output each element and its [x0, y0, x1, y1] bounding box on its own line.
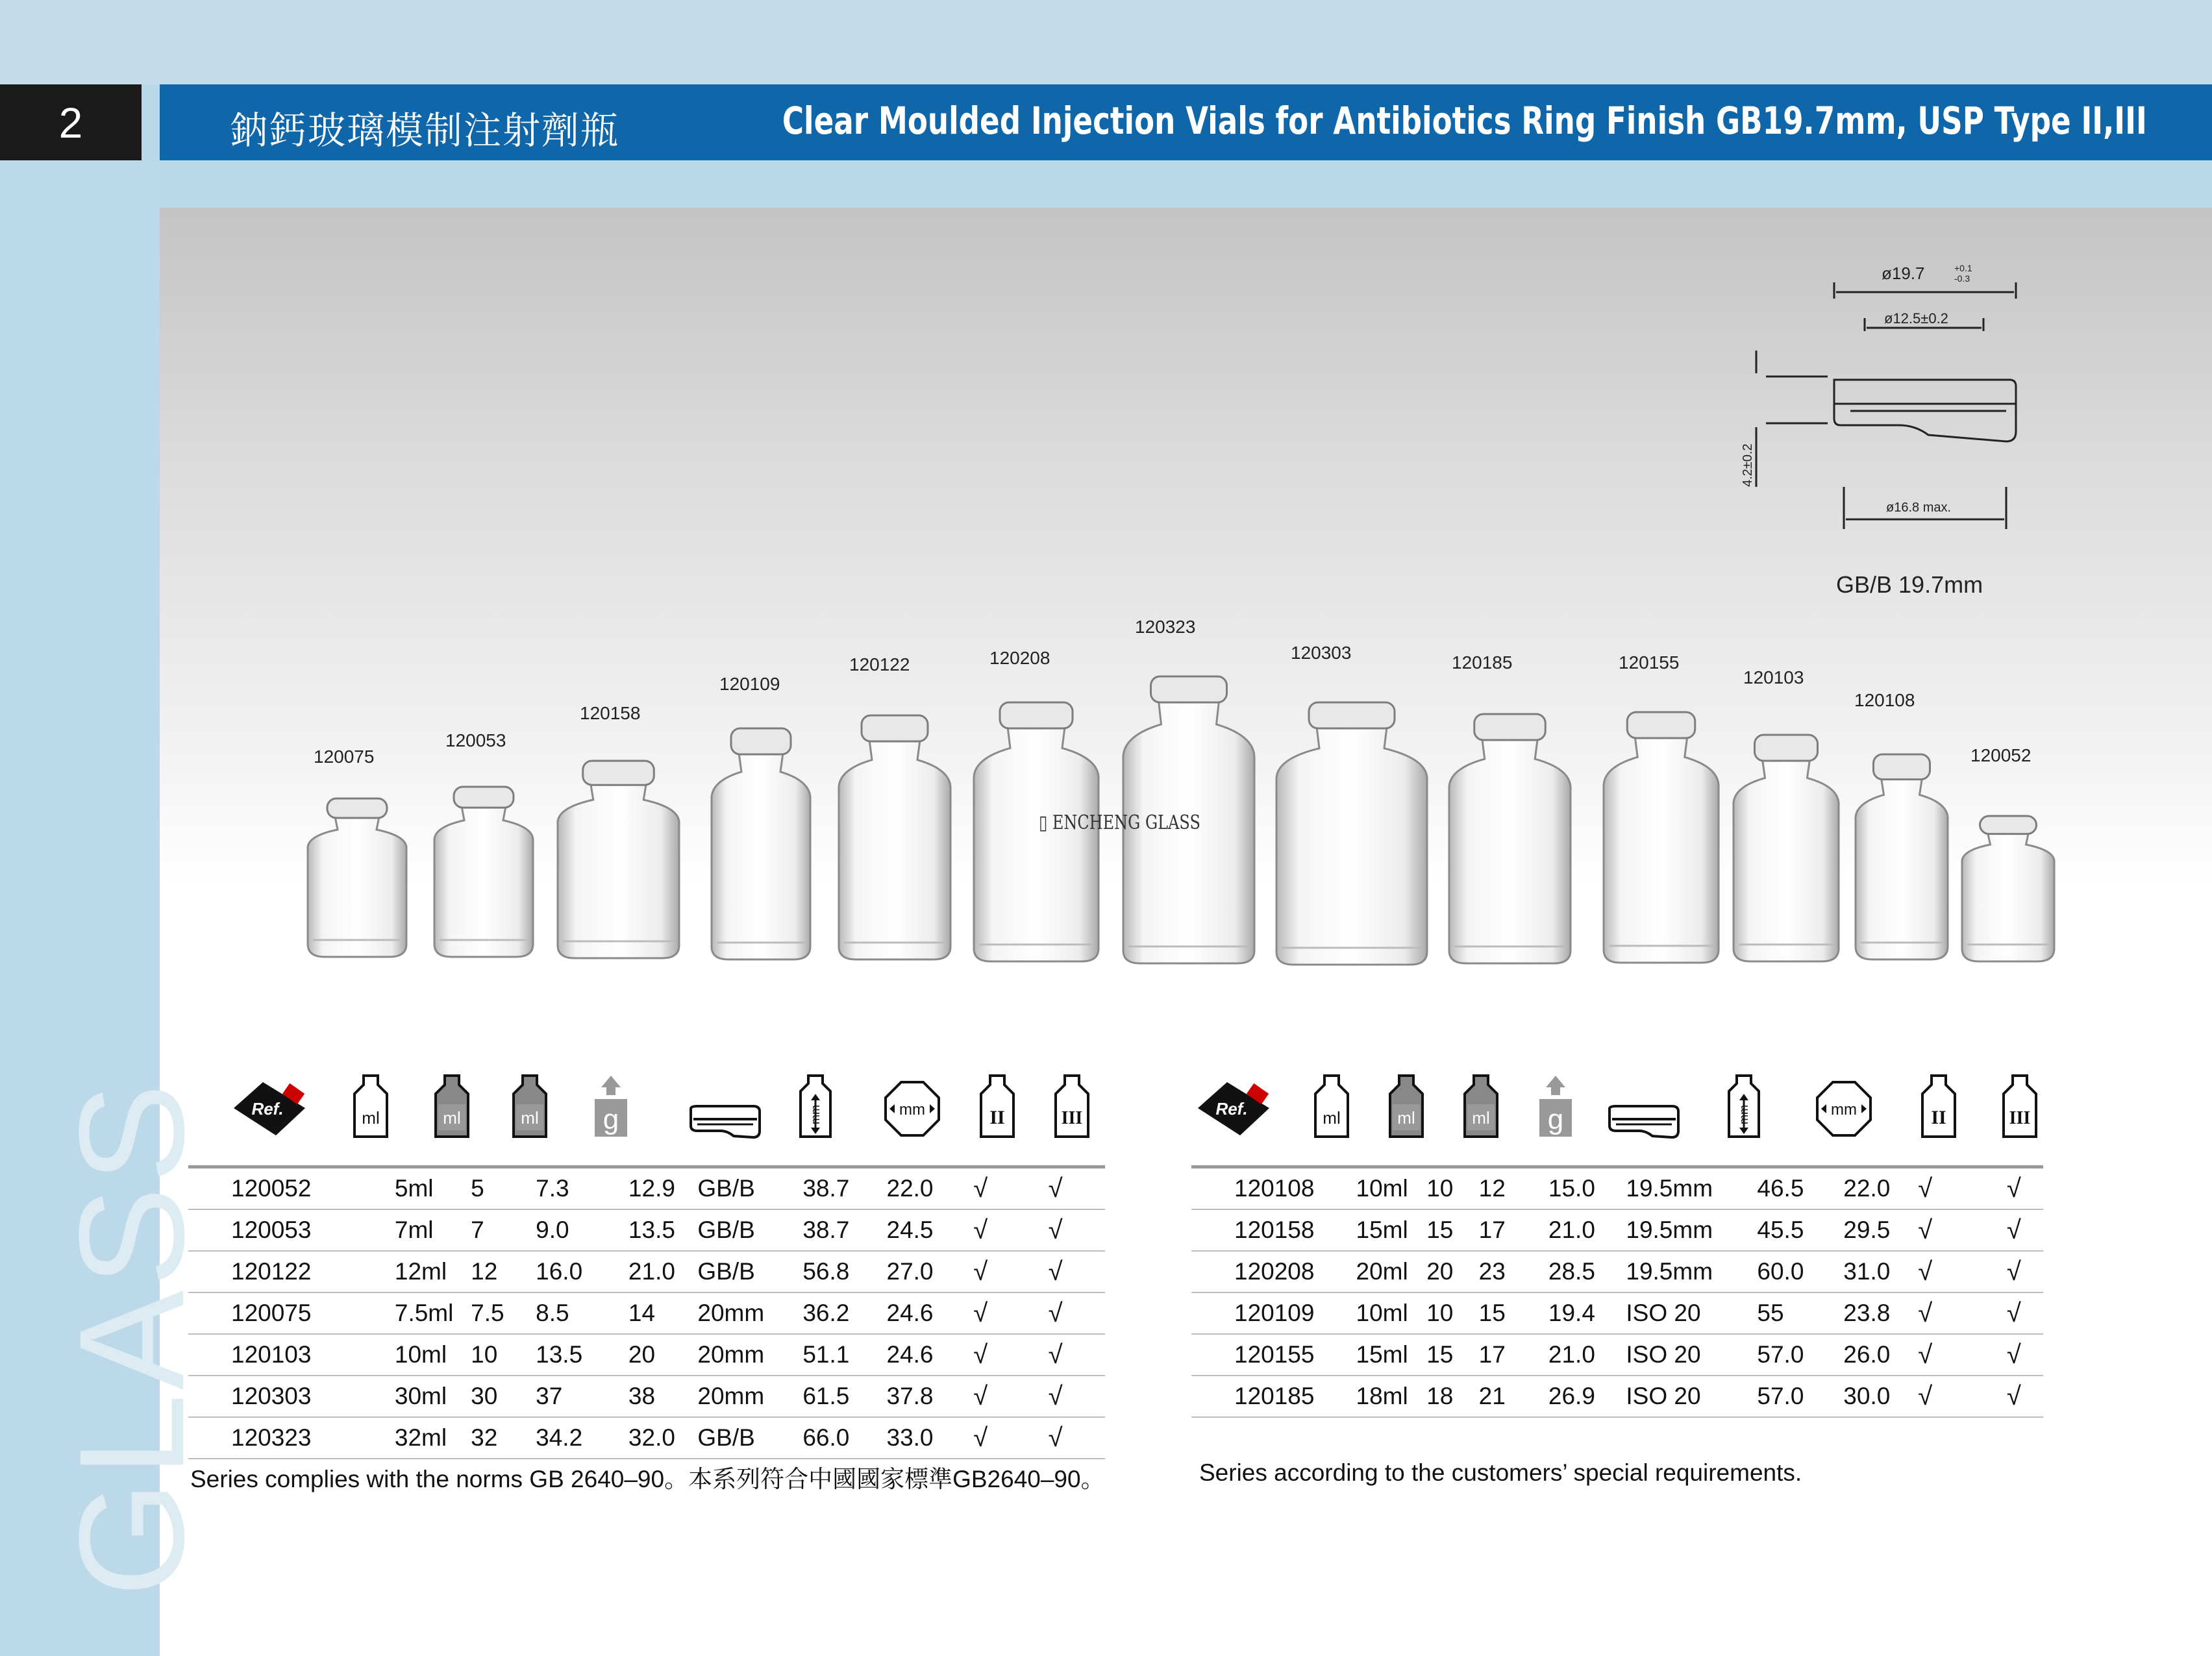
outer-tolerance-minus: -0.3 [1954, 273, 1970, 284]
table-cell: 30.0 [1843, 1376, 1918, 1417]
table-cell: 12 [1479, 1167, 1548, 1210]
table-row [188, 1251, 1105, 1292]
vial-image [709, 727, 813, 962]
table-cell: √ [973, 1167, 1048, 1210]
table-cell: 10 [1426, 1292, 1478, 1334]
svg-text:ml: ml [1472, 1108, 1490, 1128]
title-chinese: 鈉鈣玻璃模制注射劑瓶 [230, 108, 620, 153]
table-cell: 57.0 [1757, 1334, 1843, 1376]
table-cell: 12.9 [628, 1167, 697, 1210]
table-cell: 120052 [188, 1167, 395, 1210]
table-row [1191, 1292, 2043, 1334]
table-cell: 18ml [1356, 1376, 1427, 1417]
table-cell: ISO 20 [1626, 1334, 1757, 1376]
volume-overflow-icon [1461, 1073, 1501, 1144]
vial-image [432, 785, 536, 959]
table-cell: 19.5mm [1626, 1209, 1757, 1251]
table-row [188, 1209, 1105, 1251]
inner-diameter-label: ø12.5±0.2 [1884, 310, 1948, 327]
table-cell: 45.5 [1757, 1209, 1843, 1251]
svg-text:Ref.: Ref. [1215, 1099, 1248, 1118]
svg-text:mm: mm [1831, 1101, 1857, 1118]
table-cell: 10ml [395, 1334, 471, 1376]
table-cell: √ [1049, 1251, 1105, 1292]
table-row [1191, 1376, 2043, 1417]
volume-nominal-icon [432, 1073, 472, 1144]
table-cell: 51.1 [802, 1334, 886, 1376]
table-cell: 38.7 [802, 1209, 886, 1251]
table-cell: 22.0 [1843, 1167, 1918, 1210]
vial-ref-label: 120208 [989, 648, 1050, 668]
table-cell: 24.5 [887, 1209, 974, 1251]
weight-icon [1535, 1073, 1576, 1144]
table-cell: 34.2 [536, 1417, 628, 1459]
table-cell: 10ml [1356, 1292, 1427, 1334]
vial-ref-label: 120052 [1970, 745, 2032, 765]
vial-image [1601, 711, 1721, 965]
table-cell: √ [2007, 1167, 2043, 1210]
table-cell: 26.0 [1843, 1334, 1918, 1376]
table-cell: √ [1918, 1209, 2007, 1251]
table-cell: 17 [1479, 1334, 1548, 1376]
table-row [1191, 1167, 2043, 1210]
table-cell: 21.0 [1548, 1334, 1626, 1376]
table-cell: √ [1918, 1167, 2007, 1210]
vial-ref-label: 120185 [1452, 652, 1513, 673]
vial-ref-label: 120075 [314, 747, 375, 767]
table-cell: 30ml [395, 1376, 471, 1417]
vial-ref-label: 120122 [849, 654, 910, 674]
table-cell: √ [1049, 1292, 1105, 1334]
usp-type-ii-icon [1919, 1073, 1959, 1144]
table-cell: 22.0 [887, 1167, 974, 1210]
table-cell: 46.5 [1757, 1167, 1843, 1210]
table-cell: 17 [1479, 1209, 1548, 1251]
neck-finish-icon [1607, 1097, 1682, 1146]
page-number: 2 [0, 84, 142, 160]
volume-nominal-icon [1386, 1073, 1426, 1144]
bottom-diameter-label: ø16.8 max. [1886, 501, 1952, 515]
table-cell: 20mm [697, 1376, 802, 1417]
table-row [1191, 1209, 2043, 1251]
table-cell: 23.8 [1843, 1292, 1918, 1334]
table-cell: 66.0 [802, 1417, 886, 1459]
svg-text:ml: ml [521, 1108, 539, 1128]
table-cell: √ [2007, 1251, 2043, 1292]
usp-type-ii-icon [977, 1073, 1017, 1144]
icon-row-right [1191, 1068, 2048, 1152]
table-cell: 29.5 [1843, 1209, 1918, 1251]
ref-icon [1191, 1076, 1276, 1144]
table-cell: 120303 [188, 1376, 395, 1417]
title-bar [160, 84, 2212, 160]
table-cell: 19.5mm [1626, 1251, 1757, 1292]
vial-ref-label: 120155 [1619, 652, 1680, 673]
table-cell: 7 [471, 1209, 536, 1251]
diameter-icon [883, 1080, 941, 1141]
table-cell: ISO 20 [1626, 1376, 1757, 1417]
table-cell: 15.0 [1548, 1167, 1626, 1210]
table-cell: √ [1918, 1334, 2007, 1376]
neck-finish-icon [688, 1097, 763, 1146]
svg-text:mm: mm [899, 1101, 925, 1118]
svg-text:mm: mm [809, 1105, 822, 1124]
table-cell: 120053 [188, 1209, 395, 1251]
table-cell: 18 [1426, 1376, 1478, 1417]
table-cell: 38.7 [802, 1167, 886, 1210]
height-icon [795, 1073, 836, 1144]
table-cell: 23 [1479, 1251, 1548, 1292]
table-cell: 21 [1479, 1376, 1548, 1417]
table-cell: √ [973, 1417, 1048, 1459]
table-cell: 33.0 [887, 1417, 974, 1459]
table-cell: 60.0 [1757, 1251, 1843, 1292]
table-cell: 57.0 [1757, 1376, 1843, 1417]
table-cell: 31.0 [1843, 1251, 1918, 1292]
diameter-icon [1815, 1080, 1873, 1141]
table-cell: 10 [1426, 1167, 1478, 1210]
table-cell: 120108 [1191, 1167, 1356, 1210]
bottle-logo-icon: ▯ [1039, 811, 1048, 834]
table-cell: 15 [1426, 1209, 1478, 1251]
ref-icon [227, 1076, 312, 1144]
vial-image [305, 797, 409, 959]
table-cell: 15 [1479, 1292, 1548, 1334]
table-cell: 120122 [188, 1251, 395, 1292]
table-cell: √ [1049, 1376, 1105, 1417]
table-cell: 20mm [697, 1292, 802, 1334]
table-cell: 20ml [1356, 1251, 1427, 1292]
outer-tolerance-plus: +0.1 [1954, 263, 1972, 273]
table-cell: 5ml [395, 1167, 471, 1210]
table-cell: √ [2007, 1376, 2043, 1417]
table-cell: GB/B [697, 1417, 802, 1459]
table-cell: 27.0 [887, 1251, 974, 1292]
table-cell: 120103 [188, 1334, 395, 1376]
table-cell: √ [1049, 1167, 1105, 1210]
table-left-note: Series complies with the norms GB 2640–90。本系列符合中國國家標準GB2640–90。 [190, 1466, 1105, 1492]
table-cell: 7ml [395, 1209, 471, 1251]
svg-text:g: g [1547, 1104, 1564, 1135]
table-cell: 15ml [1356, 1209, 1427, 1251]
svg-text:ml: ml [1323, 1108, 1341, 1128]
table-cell: 120109 [1191, 1292, 1356, 1334]
icon-row-left [188, 1068, 1110, 1152]
table-cell: 13.5 [536, 1334, 628, 1376]
table-cell: √ [2007, 1292, 2043, 1334]
table-cell: √ [1918, 1292, 2007, 1334]
table-cell: GB/B [697, 1251, 802, 1292]
vial-image [1447, 713, 1573, 966]
table-cell: 21.0 [628, 1251, 697, 1292]
table-cell: 36.2 [802, 1292, 886, 1334]
table-cell: 7.3 [536, 1167, 628, 1210]
table-cell: 15 [1426, 1334, 1478, 1376]
table-cell: 20mm [697, 1334, 802, 1376]
table-cell: 20 [628, 1334, 697, 1376]
table-cell: 30 [471, 1376, 536, 1417]
spec-table-right [1191, 1165, 2043, 1418]
table-cell: 32.0 [628, 1417, 697, 1459]
table-cell: 19.5mm [1626, 1167, 1757, 1210]
vial-ref-label: 120303 [1291, 643, 1352, 663]
table-cell: 56.8 [802, 1251, 886, 1292]
svg-text:II: II [989, 1107, 1005, 1128]
table-row [1191, 1334, 2043, 1376]
table-cell: ISO 20 [1626, 1292, 1757, 1334]
table-cell: 55 [1757, 1292, 1843, 1334]
vial-ref-label: 120109 [719, 674, 780, 694]
svg-text:III: III [2009, 1108, 2031, 1128]
table-cell: 21.0 [1548, 1209, 1626, 1251]
usp-type-iii-icon [1052, 1073, 1092, 1144]
table-cell: 20 [1426, 1251, 1478, 1292]
height-icon [1724, 1073, 1764, 1144]
table-cell: 24.6 [887, 1334, 974, 1376]
table-cell: 5 [471, 1167, 536, 1210]
svg-text:g: g [603, 1104, 619, 1135]
table-cell: 24.6 [887, 1292, 974, 1334]
table-cell: 120155 [1191, 1334, 1356, 1376]
table-cell: 12ml [395, 1251, 471, 1292]
vial-ref-label: 120108 [1854, 690, 1915, 710]
usp-type-iii-icon [2000, 1073, 2040, 1144]
vial-ref-label: 120053 [445, 730, 506, 750]
neck-finish-drawing [1721, 253, 2058, 539]
table-cell: √ [973, 1209, 1048, 1251]
table-cell: 19.4 [1548, 1292, 1626, 1334]
table-cell: 10ml [1356, 1167, 1427, 1210]
brand-mark [1039, 811, 1200, 834]
table-row [188, 1167, 1105, 1210]
vial-image [1731, 734, 1841, 964]
table-cell: 26.9 [1548, 1376, 1626, 1417]
table-cell: 38 [628, 1376, 697, 1417]
table-cell: GB/B [697, 1209, 802, 1251]
vial-ref-label: 120323 [1135, 617, 1196, 637]
table-row [188, 1292, 1105, 1334]
table-cell: √ [2007, 1334, 2043, 1376]
table-cell: 120158 [1191, 1209, 1356, 1251]
table-cell: 120185 [1191, 1376, 1356, 1417]
table-cell: 32 [471, 1417, 536, 1459]
table-cell: √ [973, 1251, 1048, 1292]
table-cell: 37.8 [887, 1376, 974, 1417]
volume-brimful-icon [1311, 1073, 1352, 1144]
table-cell: √ [2007, 1209, 2043, 1251]
table-row [1191, 1251, 2043, 1292]
table-cell: 14 [628, 1292, 697, 1334]
svg-text:II: II [1931, 1107, 1946, 1128]
table-cell: GB/B [697, 1167, 802, 1210]
svg-text:ml: ml [1397, 1108, 1415, 1128]
vial-image [836, 714, 953, 962]
table-row [188, 1376, 1105, 1417]
table-row [188, 1417, 1105, 1459]
svg-text:III: III [1061, 1108, 1083, 1128]
svg-text:Ref.: Ref. [251, 1099, 284, 1118]
vial-ref-label: 120103 [1743, 667, 1804, 687]
vial-ref-label: 120158 [580, 703, 641, 723]
table-cell: 120075 [188, 1292, 395, 1334]
height-label: 4.2±0.2 [1741, 443, 1755, 487]
table-right-note: Series according to the customers’ special requirements. [1199, 1459, 1802, 1486]
table-cell: 61.5 [802, 1376, 886, 1417]
table-cell: 7.5ml [395, 1292, 471, 1334]
volume-overflow-icon [510, 1073, 550, 1144]
table-cell: 10 [471, 1334, 536, 1376]
table-cell: 32ml [395, 1417, 471, 1459]
table-cell: √ [1049, 1417, 1105, 1459]
vial-image [555, 760, 682, 961]
table-cell: √ [973, 1376, 1048, 1417]
volume-brimful-icon [351, 1073, 391, 1144]
svg-text:ml: ml [443, 1108, 461, 1128]
top-band [0, 0, 2212, 84]
vial-image [1853, 753, 1950, 962]
table-cell: 120208 [1191, 1251, 1356, 1292]
outer-diameter-label: ø19.7 [1882, 264, 1925, 283]
table-row [188, 1334, 1105, 1376]
table-cell: √ [1049, 1334, 1105, 1376]
table-cell: √ [973, 1292, 1048, 1334]
svg-text:mm: mm [1737, 1105, 1750, 1124]
table-cell: 28.5 [1548, 1251, 1626, 1292]
spec-table-left [188, 1165, 1105, 1459]
table-cell: 9.0 [536, 1209, 628, 1251]
title-english: Clear Moulded Injection Vials for Antibiotics Ring Finish GB19.7mm, USP Type II,III [782, 99, 2147, 143]
table-cell: √ [1918, 1251, 2007, 1292]
table-cell: 13.5 [628, 1209, 697, 1251]
drawing-caption: GB/B 19.7mm [1836, 571, 1983, 598]
table-cell: 15ml [1356, 1334, 1427, 1376]
table-cell: 120323 [188, 1417, 395, 1459]
table-cell: 8.5 [536, 1292, 628, 1334]
vial-image [1959, 815, 2057, 964]
brand-text: ENCHENG GLASS [1052, 811, 1200, 834]
side-label-glass: GLASS [48, 1079, 215, 1597]
weight-icon [591, 1073, 631, 1144]
vial-image [1274, 701, 1430, 967]
table-cell: 12 [471, 1251, 536, 1292]
table-cell: 37 [536, 1376, 628, 1417]
table-cell: √ [1049, 1209, 1105, 1251]
table-cell: √ [1918, 1376, 2007, 1417]
table-cell: 7.5 [471, 1292, 536, 1334]
table-cell: √ [973, 1334, 1048, 1376]
table-cell: 16.0 [536, 1251, 628, 1292]
svg-text:ml: ml [362, 1108, 380, 1128]
